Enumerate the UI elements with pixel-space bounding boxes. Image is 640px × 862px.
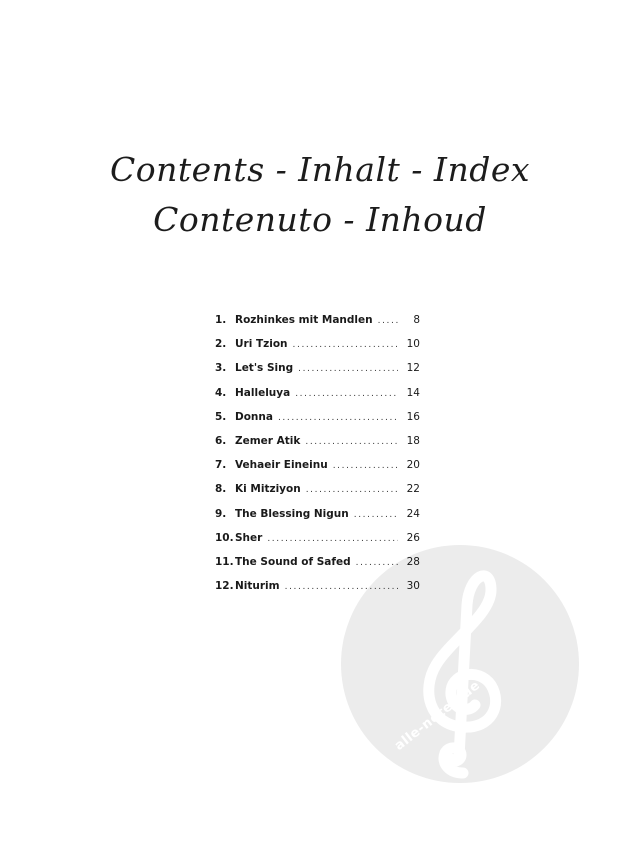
toc-dot-leader [298, 364, 398, 374]
watermark-text: alle-noten.de [392, 678, 484, 754]
toc-title: Uri Tzion [235, 338, 288, 351]
toc-number: 7. [215, 459, 227, 472]
toc-row [215, 338, 420, 362]
toc-dot-leader [356, 558, 398, 568]
toc-row [215, 508, 420, 532]
toc-title: Ki Mitziyon [235, 483, 301, 496]
page-title-line-2: Contenuto - Inhoud [153, 200, 487, 239]
toc-dot-leader [295, 389, 398, 399]
toc-dot-leader [378, 316, 398, 326]
toc-title: Let's Sing [235, 362, 294, 375]
toc-title: Niturim [235, 580, 280, 593]
toc-title: Halleluya [235, 386, 291, 399]
toc-number: 5. [215, 410, 227, 423]
toc-page-number: 18 [406, 434, 420, 447]
toc-title: Donna [235, 410, 273, 423]
toc-page-number: 12 [406, 362, 420, 375]
toc-page-number: 28 [406, 555, 420, 568]
toc-page-number: 10 [406, 338, 420, 351]
toc-row [215, 411, 420, 435]
toc-row [215, 459, 420, 483]
toc-dot-leader [305, 437, 398, 447]
toc-number: 12. [215, 580, 234, 593]
toc-dot-leader [333, 461, 398, 471]
toc-number: 11. [215, 555, 234, 568]
toc-title: Zemer Atik [235, 434, 301, 447]
toc-row [215, 435, 420, 459]
toc-number: 3. [215, 362, 227, 375]
toc-number: 9. [215, 507, 227, 520]
toc-number: 2. [215, 338, 227, 351]
toc-title: Rozhinkes mit Mandlen [235, 314, 373, 326]
toc-dot-leader [278, 413, 398, 423]
page-title-line-1: Contents - Inhalt - Index [110, 150, 530, 189]
toc-title: Vehaeir Eineinu [235, 459, 328, 472]
toc-dot-leader [306, 485, 398, 495]
toc-row [215, 580, 420, 604]
toc-row [215, 532, 420, 556]
toc-page-number: 26 [406, 531, 420, 544]
toc-page-number: 14 [406, 386, 420, 399]
toc-number: 4. [215, 386, 227, 399]
toc-row [215, 362, 420, 386]
toc-page-number: 30 [406, 580, 420, 593]
toc-page-number: 8 [413, 314, 420, 326]
toc-dot-leader [354, 510, 398, 520]
toc-page-number: 24 [406, 507, 420, 520]
table-of-contents [215, 314, 420, 604]
toc-page-number: 20 [406, 459, 420, 472]
toc-dot-leader [285, 582, 398, 592]
toc-title: The Sound of Safed [235, 555, 351, 568]
toc-number: 1. [215, 314, 227, 326]
toc-row [215, 556, 420, 580]
toc-title: The Blessing Nigun [235, 507, 349, 520]
toc-number: 8. [215, 483, 227, 496]
toc-page-number: 16 [406, 410, 420, 423]
toc-number: 6. [215, 434, 227, 447]
toc-dot-leader [267, 534, 398, 544]
toc-dot-leader [293, 340, 398, 350]
toc-row [215, 387, 420, 411]
toc-title: Sher [235, 531, 263, 544]
toc-number: 10. [215, 531, 234, 544]
toc-row [215, 314, 420, 338]
toc-row [215, 483, 420, 507]
toc-page-number: 22 [406, 483, 420, 496]
